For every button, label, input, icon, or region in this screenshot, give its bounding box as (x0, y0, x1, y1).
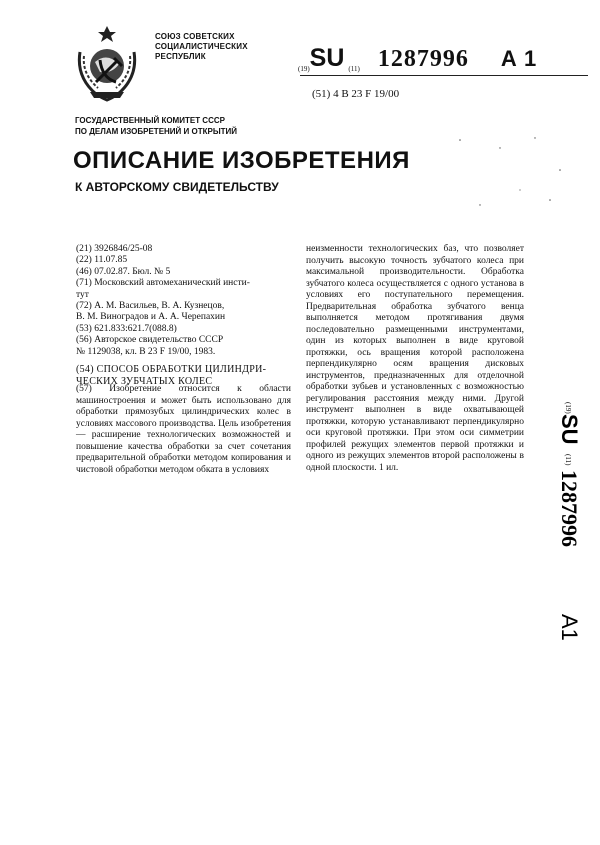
vertical-code-19: (19) (564, 402, 572, 414)
bib-line: (72) А. М. Васильев, В. А. Кузнецов, (76, 301, 225, 312)
vertical-country: SU (557, 414, 582, 445)
header-rule (300, 75, 588, 76)
committee-line-1: ГОСУДАРСТВЕННЫЙ КОМИТЕТ СССР (75, 116, 225, 125)
bib-line: (22) 11.07.85 (76, 255, 128, 266)
union-line-3: РЕСПУБЛИК (155, 52, 206, 61)
bib-line: В. М. Виноградов и А. А. Черепахин (76, 312, 226, 323)
country-code: SU (309, 44, 345, 72)
patent-number: 1287996 (377, 46, 469, 72)
vertical-code-11: (11) (564, 454, 572, 466)
union-line-1: СОЮЗ СОВЕТСКИХ (155, 32, 235, 41)
invention-title: (54) СПОСОБ ОБРАБОТКИ ЦИЛИНДРИ-ЧЕСКИХ ЗУБЧАТЫХ КОЛЕС (76, 364, 267, 387)
bib-line: (21) 3926846/25-08 (76, 244, 153, 254)
union-line-2: СОЦИАЛИСТИЧЕСКИХ (155, 42, 248, 51)
state-emblem-icon (70, 22, 144, 104)
abstract-left-column: (57) Изобретение относится к области машиностроения и может быть использовано для обработки прямозубых цилиндрических колес в условиях массового производства. Цель изобретения — расширение технологических возможностей и повышение качества обработки за счет сочетания предварительной обработки методом копирования и чистовой обработки методом обката в условиях (76, 384, 291, 475)
bibliographic-data (76, 244, 291, 358)
scan-speckle (440, 130, 580, 220)
ipc-classification: (51) 4 B 23 F 19/00 (312, 88, 400, 100)
bib-line: (46) 07.02.87. Бюл. № 5 (76, 266, 171, 277)
bib-line: (53) 621.833:621.7(088.8) (76, 323, 177, 334)
code-11: (11) (348, 65, 360, 73)
vertical-kind: A1 (557, 614, 582, 641)
union-label (155, 32, 248, 62)
document-title: ОПИСАНИЕ ИЗОБРЕТЕНИЯ (73, 147, 410, 174)
vertical-number: 1287996 (557, 470, 582, 547)
committee-label (75, 115, 237, 137)
vertical-patent-number (538, 400, 582, 660)
bib-line: (71) Московский автомеханический инсти- (76, 278, 250, 289)
document-subtitle: К АВТОРСКОМУ СВИДЕТЕЛЬСТВУ (75, 180, 279, 194)
bib-line: (56) Авторское свидетельство СССР (76, 335, 224, 346)
abstract-right-column: неизменности технологических баз, что позволяет получить высокую точность зубчатого колеса при максимальной производительности. Обработка зубчатого колеса осуществляется с одного установа в условиях его поступательного перемещения. Предварительная обработка зубчатого венца выполняется методом протягивания двумя последовательно размещенными инструментами, один из которых выполнен в виде круговой протяжки, ось вращения которой расположена перпендикулярно осям вращения дисковых инструментов, предназначенных для отделочной обработки зубьев и установленных с возможностью регулирования расстояния между ними. Другой инструмент выполнен в виде охватывающей протяжки, которую устанавливают перпендикулярно оси круговой протяжки. При этом оси симметрии профилей режущих элементов первой протяжки и одного из режущих элементов второй расположены в одной плоскости. 1 ил. (306, 244, 524, 473)
bib-line: № 1129038, кл. В 23 F 19/00, 1983. (76, 346, 216, 357)
bib-line: тут (76, 289, 89, 300)
code-19: (19) (298, 65, 310, 73)
patent-number-block (298, 44, 588, 74)
kind-code: A 1 (500, 46, 538, 71)
committee-line-2: ПО ДЕЛАМ ИЗОБРЕТЕНИЙ И ОТКРЫТИЙ (75, 127, 238, 136)
